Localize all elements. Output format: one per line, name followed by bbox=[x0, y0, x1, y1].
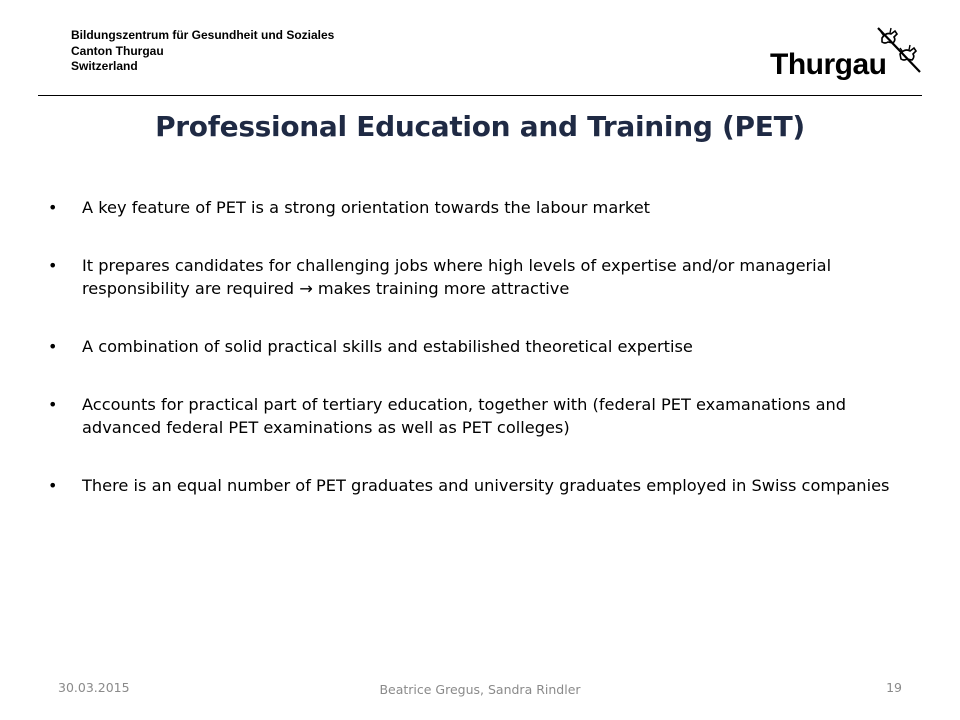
slide-title: Professional Education and Training (PET) bbox=[155, 110, 805, 143]
bullet-item bbox=[48, 474, 908, 497]
bullet-text: A key feature of PET is a strong orientation towards the labour market bbox=[82, 198, 651, 217]
org-canton: Canton Thurgau bbox=[71, 43, 164, 58]
bullet-item bbox=[48, 196, 908, 219]
bullet-text: A combination of solid practical skills and estabilished theoretical expertise bbox=[82, 337, 693, 356]
footer-authors: Beatrice Gregus, Sandra Rindler bbox=[379, 682, 581, 697]
org-country: Switzerland bbox=[71, 59, 138, 73]
thurgau-logo bbox=[770, 24, 930, 84]
header-divider bbox=[38, 95, 922, 96]
bullet-marker: • bbox=[48, 256, 58, 275]
bullet-text: There is an equal number of PET graduates and university graduates employed in Swiss companies bbox=[82, 476, 890, 495]
bullet-text: Accounts for practical part of tertiary education, together with (federal PET examanations and advanced federal PET examinations as well as PET colleges) bbox=[82, 395, 847, 437]
footer-date: 30.03.2015 bbox=[58, 680, 130, 695]
bullet-marker: • bbox=[48, 198, 58, 217]
bullet-marker: • bbox=[48, 337, 58, 356]
org-name: Bildungszentrum für Gesundheit und Soziales bbox=[71, 28, 335, 42]
bullet-text: It prepares candidates for challenging jobs where high levels of expertise and/or managerial responsibility are required → makes training more attractive bbox=[82, 256, 832, 298]
bullet-item bbox=[48, 254, 908, 300]
bullet-marker: • bbox=[48, 476, 58, 495]
bullet-list bbox=[48, 196, 908, 532]
bullet-marker: • bbox=[48, 395, 58, 414]
logo-wordmark: Thurgau bbox=[770, 48, 887, 81]
coat-of-arms-icon bbox=[874, 24, 924, 76]
page-number: 19 bbox=[886, 680, 902, 695]
organization-header bbox=[71, 28, 334, 75]
bullet-item bbox=[48, 393, 908, 439]
bullet-item bbox=[48, 335, 908, 358]
